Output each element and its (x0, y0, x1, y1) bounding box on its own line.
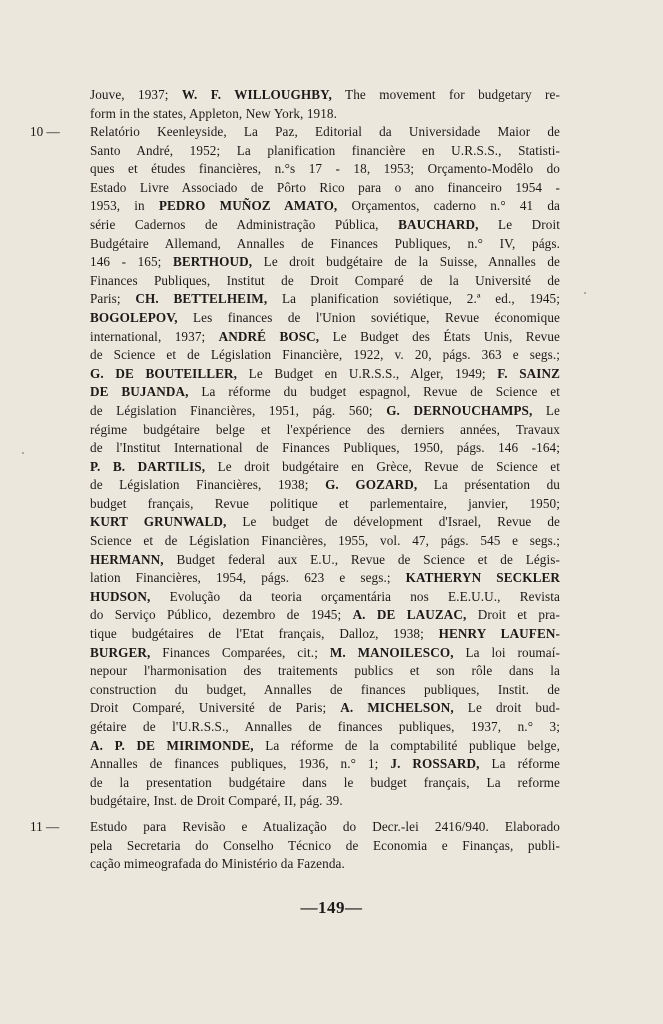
continued-footnote (90, 86, 560, 123)
text-line (90, 755, 560, 774)
text-run: de Science et de Législation Financière, 1922, v. 20, págs. 363 e segs.; (90, 347, 560, 363)
text-run: La réforme de la comptabilité publique belge, (253, 737, 560, 753)
footnote-11 (90, 818, 560, 874)
footnote-10 (90, 123, 560, 811)
text-line (90, 662, 560, 681)
text-line (90, 290, 560, 309)
text-line (90, 718, 560, 737)
text-run: La présentation du (417, 477, 560, 493)
text-run: tique budgétaires de l'Etat français, Dalloz, 1938; (90, 626, 439, 642)
text-run: lation Financières, 1954, págs. 623 e segs.; (90, 570, 406, 586)
text-run: budgétaire, Inst. de Droit Comparé, II, pág. 39. (90, 793, 343, 809)
text-line (90, 818, 560, 837)
text-run: La loi roumaí- (453, 644, 560, 660)
text-line (90, 792, 560, 811)
text-run: de l'Institut International de Finances Publiques, 1950, págs. 146 -164; (90, 440, 560, 456)
text-run: construction du budget, Annalles de finances publiques, Instit. de (90, 681, 560, 697)
text-run: Budgétaire Allemand, Annalles de Finances Publiques, n.° IV, págs. (90, 235, 560, 251)
text-run: Le Droit (478, 216, 560, 232)
text-run: La planification soviétique, 2.ª ed., 1945; (267, 291, 560, 307)
text-run: budget français, Revue politique et parlementaire, janvier, 1950; (90, 495, 560, 511)
text-run: Jouve, 1937; (90, 87, 182, 102)
text-run: form in the states, Appleton, New York, 1918. (90, 105, 337, 121)
text-line (90, 625, 560, 644)
author-name: KURT GRUNWALD, (90, 514, 227, 530)
text-line (90, 681, 560, 700)
text-run: nepour l'harmonisation des traitements publics et son rôle dans la (90, 663, 560, 679)
text-run: Paris; (90, 291, 136, 307)
text-line (90, 532, 560, 551)
text-line (90, 606, 560, 625)
text-run: Le Budget en U.R.S.S., Alger, 1949; (237, 365, 498, 381)
text-run: Droit Comparé, Université de Paris; (90, 700, 341, 716)
author-name: HENRY LAUFEN- (438, 626, 560, 642)
text-run: Finances Comparées, cit.; (150, 644, 330, 660)
text-run: Le droit budgétaire en Grèce, Revue de Science et (205, 458, 560, 474)
text-run: Science et de Législation Financières, 1955, vol. 47, págs. 545 e segs.; (90, 533, 560, 549)
text-run: série Cadernos de Administração Pública, (90, 216, 399, 232)
text-line (90, 160, 560, 179)
text-line (90, 328, 560, 347)
author-name: BOGOLEPOV, (90, 309, 178, 325)
text-line (90, 253, 560, 272)
text-line (90, 402, 560, 421)
author-name: HUDSON, (90, 588, 151, 604)
author-name: BERTHOUD, (172, 254, 253, 270)
author-name: HERMANN, (90, 551, 164, 567)
text-line (90, 86, 560, 105)
author-name: BAUCHARD, (398, 216, 479, 232)
text-run: Santo André, 1952; La planification financière en U.R.S.S., Statisti- (90, 142, 560, 158)
author-name: PEDRO MUÑOZ AMATO, (158, 198, 338, 214)
text-line (90, 309, 560, 328)
text-line (90, 105, 560, 124)
author-name: KATHERYN SECKLER (405, 570, 560, 586)
text-line (90, 365, 560, 384)
text-run: cação mimeografada do Ministério da Fazenda. (90, 856, 345, 872)
author-name: ANDRÉ BOSC, (218, 328, 320, 344)
footnote-marker-10: 10 — (30, 124, 60, 139)
text-line (90, 699, 560, 718)
author-name: G. GOZARD, (325, 477, 418, 493)
author-name: M. MANOILESCO, (329, 644, 454, 660)
text-run: The movement for budgetary re- (331, 87, 560, 102)
text-run: Le droit bud- (453, 700, 560, 716)
text-line (90, 513, 560, 532)
text-line (90, 774, 560, 793)
text-line (90, 216, 560, 235)
text-run: Annalles de finances publiques, 1936, n.° 1; (90, 756, 391, 772)
text-line (90, 197, 560, 216)
text-run: do Serviço Público, dezembro de 1945; (90, 607, 353, 623)
text-run: Les finances de l'Union soviétique, Revue économique (177, 309, 560, 325)
author-name: DE BUJANDA, (90, 384, 189, 400)
text-line (90, 421, 560, 440)
text-line (90, 551, 560, 570)
text-line (90, 458, 560, 477)
text-line (90, 383, 560, 402)
author-name: BURGER, (90, 644, 151, 660)
text-line (90, 588, 560, 607)
author-name: P. B. DARTILIS, (90, 458, 206, 474)
author-name: G. DE BOUTEILLER, (90, 365, 238, 381)
author-name: G. DERNOUCHAMPS, (386, 402, 533, 418)
text-line (90, 142, 560, 161)
text-run: Estudo para Revisão e Atualização do Decr.-lei 2416/940. Elaborado (90, 819, 560, 834)
text-line (90, 346, 560, 365)
text-run: La réforme (479, 756, 560, 772)
text-line (90, 123, 560, 142)
page-number: —149— (300, 898, 363, 917)
text-run: ques et études financières, n.°s 17 - 18, 1953; Orçamento-Modêlo do (90, 161, 560, 177)
text-run: Budget federal aux E.U., Revue de Science et de Légis- (163, 551, 560, 567)
text-line (90, 235, 560, 254)
text-line (90, 737, 560, 756)
text-line (90, 569, 560, 588)
paper-speck (584, 292, 586, 294)
text-run: Finances Publiques, Institut de Droit Comparé de la Université de (90, 272, 560, 288)
text-run: Le droit budgétaire de la Suisse, Annalles de (252, 254, 560, 270)
text-line (90, 855, 560, 874)
text-run: de Législation Financières, 1938; (90, 477, 326, 493)
text-line (90, 495, 560, 514)
author-name: W. F. WILLOUGHBY, (181, 87, 332, 102)
text-line (90, 644, 560, 663)
author-name: A. MICHELSON, (340, 700, 454, 716)
text-line (90, 837, 560, 856)
text-run: pela Secretaria do Conselho Técnico de Economia e Finanças, publi- (90, 837, 560, 853)
text-run: La réforme du budget espagnol, Revue de Science et (188, 384, 560, 400)
text-run: international, 1937; (90, 328, 219, 344)
text-line (90, 272, 560, 291)
author-name: CH. BETTELHEIM, (135, 291, 268, 307)
text-run: Droit et pra- (466, 607, 560, 623)
text-run: Relatório Keenleyside, La Paz, Editorial da Universidade Maior de (90, 124, 560, 139)
footnote-marker-11: 11 — (30, 819, 60, 834)
text-run: Orçamentos, caderno n.° 41 da (337, 198, 560, 214)
text-line (90, 179, 560, 198)
text-run: Le (532, 402, 560, 418)
text-line (90, 439, 560, 458)
author-name: A. DE LAUZAC, (352, 607, 467, 623)
text-run: gétaire de l'U.R.S.S., Annalles de finances publiques, 1937, n.° 3; (90, 719, 560, 734)
author-name: J. ROSSARD, (390, 756, 480, 772)
text-run: de Législation Financières, 1951, pág. 560; (90, 402, 387, 418)
text-run: 1953, in (90, 198, 159, 214)
text-run: 146 - 165; (90, 254, 173, 270)
text-run: régime budgétaire belge et l'expérience des derniers années, Travaux (90, 421, 560, 437)
text-run: de la presentation budgétaire dans le budget français, La reforme (90, 774, 560, 790)
author-name: A. P. DE MIRIMONDE, (90, 737, 254, 753)
text-run: Evolução da teoria orçamentária nos E.E.U.U., Revista (150, 588, 560, 604)
paper-speck (22, 452, 24, 454)
text-run: Le Budget des États Unis, Revue (319, 328, 560, 344)
text-run: Le budget de dévelopment d'Israel, Revue de (226, 514, 560, 530)
text-run: Estado Livre Associado de Pôrto Rico para o ano financeiro 1954 - (90, 179, 560, 195)
author-name: F. SAINZ (497, 365, 560, 381)
text-line (90, 476, 560, 495)
